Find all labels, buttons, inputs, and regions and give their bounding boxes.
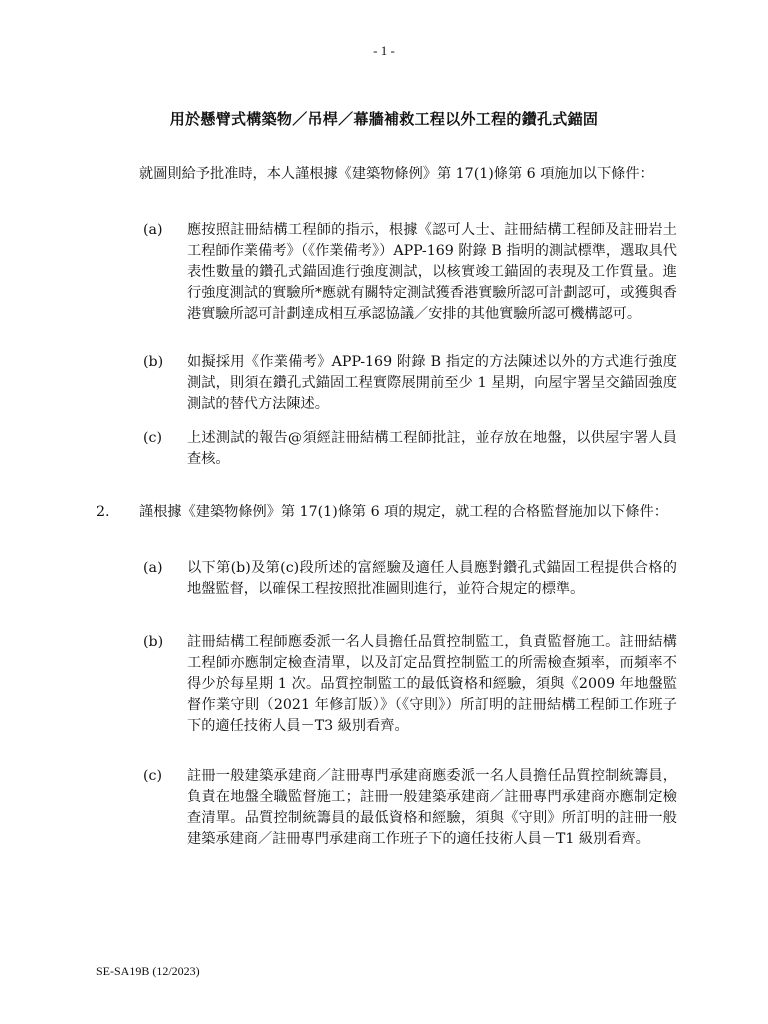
section2-item-c xyxy=(143,766,683,850)
document-title: 用於懸臂式構築物／吊桿／幕牆補救工程以外工程的鑽孔式錨固 xyxy=(169,110,599,128)
section2-intro xyxy=(96,502,676,523)
section1-intro-text: 就圖則給予批准時，本人謹根據《建築物條例》第 17(1)條第 6 項施加以下條件： xyxy=(139,166,654,182)
section1-item-c xyxy=(143,428,683,470)
item-label: (c) xyxy=(143,768,163,784)
section1-item-a xyxy=(143,220,683,325)
item-label: (a) xyxy=(143,560,163,576)
item-label: (b) xyxy=(143,354,164,370)
section1-item-b xyxy=(143,352,683,415)
section2-number: 2. xyxy=(96,504,110,520)
section1-intro xyxy=(96,164,676,185)
item-text: 註冊一般建築承建商／註冊專門承建商應委派一名人員擔任品質控制統籌員，負責在地盤全職監督施工；註冊一般建築承建商／註冊專門承建商亦應制定檢查清單。品質控制統籌員的最低資格和經驗，須與《守則》所訂明的註冊一般建築承建商／註冊專門承建商工作班子下的適任技術人員－T1 級別看齊。 xyxy=(187,768,677,847)
page-number: - 1 - xyxy=(373,43,395,58)
item-text: 如擬採用《作業備考》APP-169 附錄 B 指定的方法陳述以外的方式進行強度測試，則須在鑽孔式錨固工程實際展開前至少 1 星期，向屋宇署呈交錨固強度測試的替代方法陳述。 xyxy=(187,354,677,412)
item-label: (a) xyxy=(143,222,163,238)
item-label: (c) xyxy=(143,430,163,446)
item-label: (b) xyxy=(143,634,164,650)
form-code-footer: SE-SA19B (12/2023) xyxy=(96,964,200,978)
section2-intro-text: 謹根據《建築物條例》第 17(1)條第 6 項的規定，就工程的合格監督施加以下條件： xyxy=(139,504,668,520)
item-text: 上述測試的報告@須經註冊結構工程師批註，並存放在地盤，以供屋宇署人員查核。 xyxy=(187,430,677,467)
item-text: 以下第(b)及第(c)段所述的富經驗及適任人員應對鑽孔式錨固工程提供合格的地盤監督，以確保工程按照批准圖則進行，並符合規定的標準。 xyxy=(187,560,677,597)
section2-item-b xyxy=(143,632,683,737)
item-text: 應按照註冊結構工程師的指示，根據《認可人士、註冊結構工程師及註冊岩土工程師作業備考》（《作業備考》）APP-169 附錄 B 指明的測試標準，選取具代表性數量的鑽孔式錨固進行強度測試，以核實竣工錨固的表現及工作質量。進行強度測試的實驗所*應就有關特定測試獲香港實驗所認可計劃認可，或獲與香港實驗所認可計劃達成相互承認協議／安排的其他實驗所認可機構認可。 xyxy=(187,222,677,322)
item-text: 註冊結構工程師應委派一名人員擔任品質控制監工，負責監督施工。註冊結構工程師亦應制定檢查清單，以及訂定品質控制監工的所需檢查頻率，而頻率不得少於每星期 1 次。品質控制監工的最低資格和經驗，須與《2009 年地盤監督作業守則（2021 年修訂版）》（《守則》）所訂明的註冊結構工程師工作班子下的適任技術人員－T3 級別看齊。 xyxy=(187,634,677,734)
section2-item-a xyxy=(143,558,683,600)
